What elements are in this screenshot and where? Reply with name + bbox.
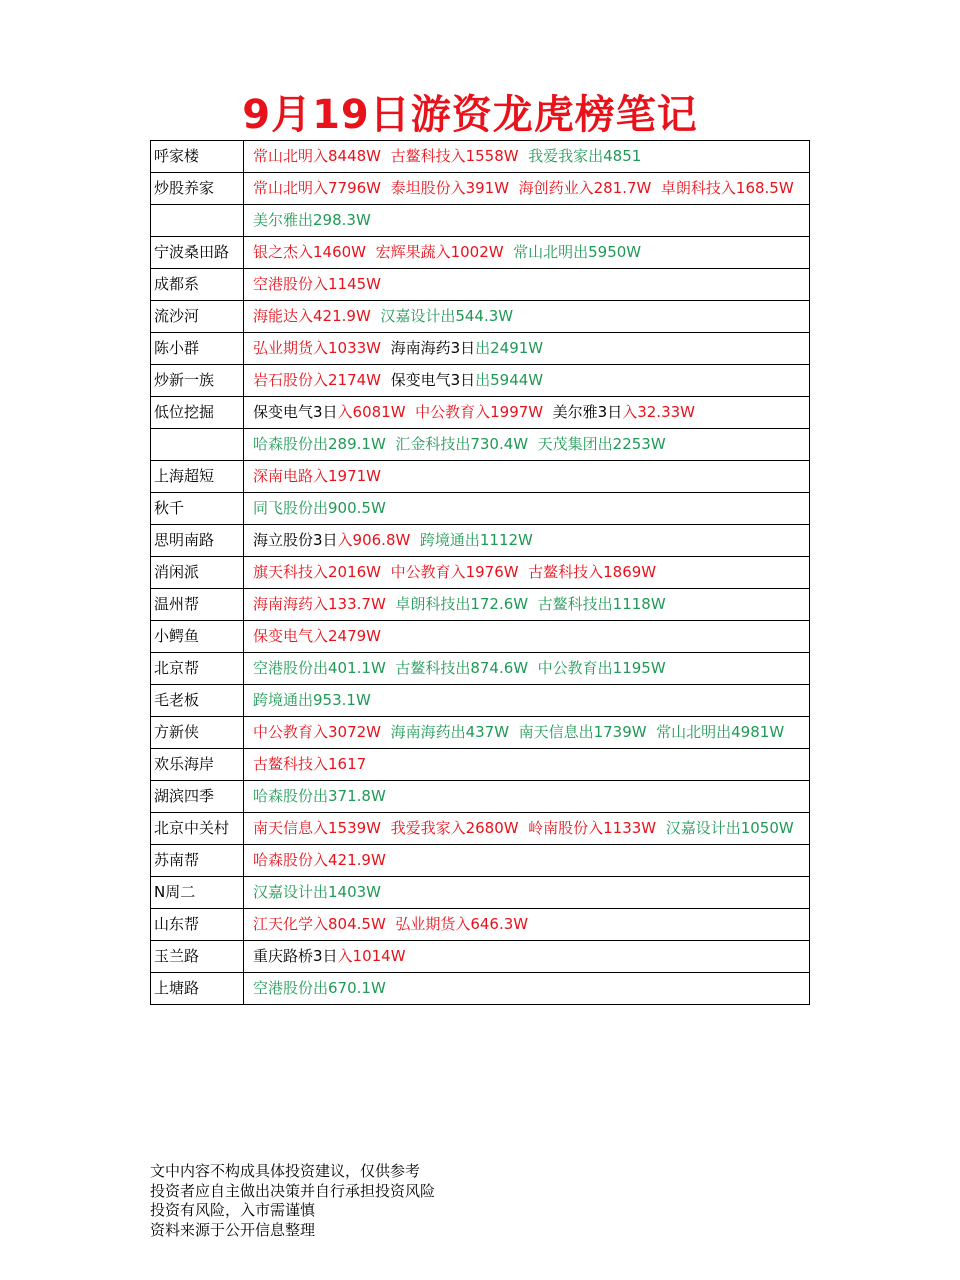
trade-record: 古鳌科技入1558W	[390, 147, 519, 165]
trade-record: 空港股份入1145W	[253, 275, 382, 293]
page-title: 9月19日游资龙虎榜笔记	[242, 92, 698, 138]
trader-name: 欢乐海岸	[151, 749, 244, 781]
trade-records	[244, 973, 810, 1005]
trade-record: 海南海药3日	[390, 339, 476, 357]
disclaimer-line: 投资者应自主做出决策并自行承担投资风险	[150, 1181, 436, 1200]
table-row	[151, 205, 810, 237]
table-row	[151, 173, 810, 205]
trade-record: 古鳌科技出874.6W	[395, 659, 529, 677]
trade-record: 入32.33W	[622, 403, 695, 421]
table-row	[151, 877, 810, 909]
trader-name: 思明南路	[151, 525, 244, 557]
trader-name	[151, 429, 244, 461]
trade-records	[244, 397, 810, 429]
table-row	[151, 301, 810, 333]
trade-record: 哈森股份出371.8W	[253, 787, 386, 805]
trade-records	[244, 653, 810, 685]
trader-name: 消闲派	[151, 557, 244, 589]
table-body	[151, 141, 810, 1005]
table-row	[151, 237, 810, 269]
disclaimer-line: 资料来源于公开信息整理	[150, 1220, 316, 1239]
trade-records	[244, 205, 810, 237]
trade-records	[244, 461, 810, 493]
table-row	[151, 141, 810, 173]
trade-record: 中公教育出1195W	[537, 659, 666, 677]
trader-name: 流沙河	[151, 301, 244, 333]
trade-record: 汇金科技出730.4W	[395, 435, 529, 453]
table-row	[151, 589, 810, 621]
trader-name: 成都系	[151, 269, 244, 301]
trader-name: 低位挖掘	[151, 397, 244, 429]
trade-record: 弘业期货入1033W	[253, 339, 382, 357]
trade-record: 古鳌科技出1118W	[537, 595, 666, 613]
trade-record: 同飞股份出900.5W	[253, 499, 386, 517]
table-row	[151, 621, 810, 653]
trader-name: 北京帮	[151, 653, 244, 685]
trader-name	[151, 205, 244, 237]
trade-record: 泰坦股份入391W	[390, 179, 510, 197]
trade-record: 美尔雅3日	[552, 403, 623, 421]
trade-records	[244, 333, 810, 365]
table-row	[151, 749, 810, 781]
trader-name: 呼家楼	[151, 141, 244, 173]
table-row	[151, 909, 810, 941]
trade-record: 古鳌科技入1617	[253, 755, 367, 773]
trader-name: 苏南帮	[151, 845, 244, 877]
trade-records	[244, 493, 810, 525]
trade-record: 哈森股份入421.9W	[253, 851, 386, 869]
trade-records	[244, 685, 810, 717]
trade-record: 汉嘉设计出1050W	[665, 819, 794, 837]
trade-records	[244, 749, 810, 781]
trade-records	[244, 173, 810, 205]
trade-record: 哈森股份出289.1W	[253, 435, 386, 453]
dragon-tiger-table	[150, 140, 810, 1005]
trade-records	[244, 909, 810, 941]
trade-record: 常山北明入7796W	[253, 179, 382, 197]
trade-record: 弘业期货入646.3W	[395, 915, 529, 933]
trade-record: 空港股份出401.1W	[253, 659, 386, 677]
trade-records	[244, 813, 810, 845]
trade-record: 常山北明入8448W	[253, 147, 382, 165]
trade-records	[244, 141, 810, 173]
disclaimer-line: 文中内容不构成具体投资建议，仅供参考	[150, 1162, 421, 1180]
trader-name: 秋千	[151, 493, 244, 525]
trade-records	[244, 845, 810, 877]
trade-record: 海立股份3日	[253, 531, 338, 549]
trader-name: 北京中关村	[151, 813, 244, 845]
trader-name: 小鳄鱼	[151, 621, 244, 653]
trade-records	[244, 781, 810, 813]
trade-record: 南天信息入1539W	[253, 819, 382, 837]
trade-records	[244, 269, 810, 301]
trade-record: 海南海药出437W	[390, 723, 510, 741]
trader-name: 山东帮	[151, 909, 244, 941]
trade-record: 保变电气入2479W	[253, 627, 382, 645]
trade-records	[244, 237, 810, 269]
trade-record: 入6081W	[337, 403, 406, 421]
trade-record: 保变电气3日	[390, 371, 476, 389]
table-row	[151, 781, 810, 813]
trader-name: 宁波桑田路	[151, 237, 244, 269]
trade-record: 卓朗科技入168.5W	[660, 179, 794, 197]
trade-record: 深南电路入1971W	[253, 467, 382, 485]
trade-record: 空港股份出670.1W	[253, 979, 386, 997]
trade-record: 美尔雅出298.3W	[253, 211, 371, 229]
table-row	[151, 333, 810, 365]
trade-record: 跨境通出1112W	[419, 531, 533, 549]
trade-record: 保变电气3日	[253, 403, 338, 421]
trader-name: 毛老板	[151, 685, 244, 717]
trader-name: 炒新一族	[151, 365, 244, 397]
trade-record: 岩石股份入2174W	[253, 371, 382, 389]
trade-record: 中公教育入3072W	[253, 723, 382, 741]
trade-record: 汉嘉设计出1403W	[253, 883, 382, 901]
trade-record: 中公教育入1997W	[415, 403, 544, 421]
trade-record: 江天化学入804.5W	[253, 915, 386, 933]
trader-name: 温州帮	[151, 589, 244, 621]
trader-name: 陈小群	[151, 333, 244, 365]
trade-records	[244, 877, 810, 909]
trade-record: 中公教育入1976W	[390, 563, 519, 581]
trade-record: 汉嘉设计出544.3W	[380, 307, 514, 325]
trader-name: 上海超短	[151, 461, 244, 493]
table-row	[151, 525, 810, 557]
trade-record: 天茂集团出2253W	[537, 435, 666, 453]
disclaimer-line: 投资有风险，入市需谨慎	[150, 1201, 316, 1219]
trade-record: 海能达入421.9W	[253, 307, 371, 325]
trade-record: 古鳌科技入1869W	[528, 563, 657, 581]
table-row	[151, 973, 810, 1005]
trade-record: 出2491W	[475, 339, 544, 357]
table-row	[151, 717, 810, 749]
trade-record: 旗天科技入2016W	[253, 563, 382, 581]
table-row	[151, 461, 810, 493]
trade-record: 重庆路桥3日	[253, 947, 338, 965]
trade-records	[244, 557, 810, 589]
table-row	[151, 813, 810, 845]
trade-record: 入1014W	[337, 947, 406, 965]
trade-record: 宏辉果蔬入1002W	[375, 243, 504, 261]
trade-records	[244, 621, 810, 653]
table-row	[151, 653, 810, 685]
trade-record: 出5944W	[475, 371, 544, 389]
trade-record: 我爱我家入2680W	[390, 819, 519, 837]
table-row	[151, 941, 810, 973]
table-row	[151, 685, 810, 717]
trade-record: 我爱我家出4851	[528, 147, 642, 165]
trade-record: 南天信息出1739W	[518, 723, 647, 741]
table-row	[151, 493, 810, 525]
trader-name: 玉兰路	[151, 941, 244, 973]
trader-name: 湖滨四季	[151, 781, 244, 813]
table-row	[151, 557, 810, 589]
table-row	[151, 845, 810, 877]
trade-record: 常山北明出5950W	[513, 243, 642, 261]
trade-records	[244, 525, 810, 557]
trader-name: 上塘路	[151, 973, 244, 1005]
trade-record: 海南海药入133.7W	[253, 595, 386, 613]
table-row	[151, 429, 810, 461]
trader-name: 方新侠	[151, 717, 244, 749]
trade-record: 银之杰入1460W	[253, 243, 367, 261]
table-row	[151, 269, 810, 301]
trade-record: 海创药业入281.7W	[518, 179, 652, 197]
trader-name: 炒股养家	[151, 173, 244, 205]
trade-records	[244, 365, 810, 397]
table-row	[151, 397, 810, 429]
trade-records	[244, 429, 810, 461]
trade-records	[244, 717, 810, 749]
trade-record: 跨境通出953.1W	[253, 691, 371, 709]
trade-record: 岭南股份入1133W	[528, 819, 657, 837]
table-row	[151, 365, 810, 397]
trade-records	[244, 941, 810, 973]
trade-records	[244, 301, 810, 333]
trade-record: 常山北明出4981W	[656, 723, 785, 741]
trader-name: N周二	[151, 877, 244, 909]
disclaimer	[150, 1162, 650, 1240]
trade-record: 入906.8W	[337, 531, 411, 549]
trade-record: 卓朗科技出172.6W	[395, 595, 529, 613]
trade-records	[244, 589, 810, 621]
